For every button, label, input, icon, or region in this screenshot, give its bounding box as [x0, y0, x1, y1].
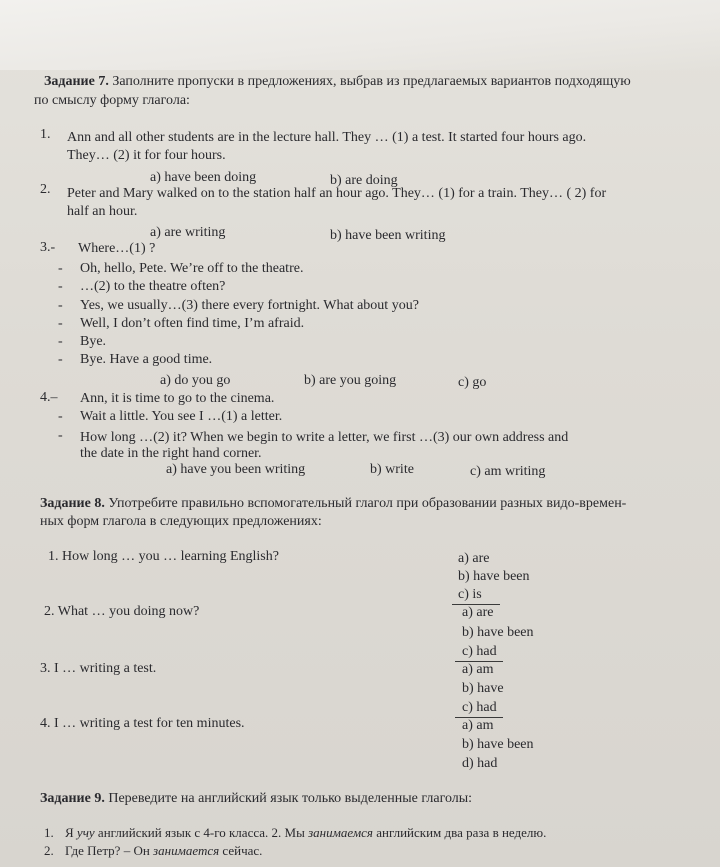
task8-question: 1. How long … you … learning English?	[48, 549, 279, 564]
task8-option-c: c) is	[458, 587, 482, 602]
task9-heading-line	[40, 791, 472, 807]
dialog-dash: -	[58, 316, 63, 331]
task8-instruction-cont: ных форм глагола в следующих предложениях:	[40, 514, 322, 529]
dialog-dash: -	[58, 352, 63, 367]
task9-line-number: 2.	[44, 843, 54, 858]
task8-option-a: a) am	[462, 662, 494, 677]
task7-heading-line	[44, 74, 631, 90]
paper-highlight	[0, 0, 720, 70]
task9-text: английским два раза в неделю.	[372, 825, 547, 840]
dialog-dash: -	[58, 261, 63, 276]
dialog-dash: -	[58, 409, 63, 424]
q4-option-c: c) am writing	[470, 464, 546, 479]
q3-dialog-line: Oh, hello, Pete. We’re off to the theatre.	[80, 261, 304, 276]
task8-option-b: b) have	[462, 681, 504, 696]
q1-option-a: a) have been doing	[150, 170, 257, 185]
task9-text: сейчас.	[219, 843, 263, 858]
task9-line-number: 1.	[44, 825, 54, 840]
task8-question: 4. I … writing a test for ten minutes.	[40, 716, 245, 731]
task9-highlighted-verb: занимается	[153, 843, 220, 858]
dialog-dash: -	[58, 298, 63, 313]
q4-text: Ann, it is time to go to the cinema.	[80, 391, 275, 406]
task9-text: английский язык с 4-го класса. 2. Мы	[94, 825, 309, 840]
q4-number: 4.–	[40, 390, 58, 405]
task9-line-2	[44, 843, 262, 859]
task7-heading: Задание 7.	[44, 74, 109, 89]
q4-dialog-line: How long …(2) it? When we begin to write a letter, we first …(3) our own address and	[80, 430, 569, 445]
task8-option-c: c) had	[462, 700, 497, 715]
q2-text-cont: half an hour.	[67, 204, 138, 219]
task8-option-a: a) am	[462, 718, 494, 733]
task8-heading: Задание 8.	[40, 496, 105, 511]
task8-option-c: c) had	[462, 644, 497, 659]
q3-number: 3.-	[40, 240, 56, 255]
q3-dialog-line: …(2) to the theatre often?	[80, 279, 226, 294]
task9-text: Я	[65, 825, 77, 840]
q4-dialog-cont: the date in the right hand corner.	[80, 446, 262, 461]
q3-dialog-line: Bye.	[80, 334, 107, 349]
q1-text-cont: They… (2) it for four hours.	[67, 148, 226, 163]
q3-dialog-line: Well, I don’t often find time, I’m afraid.	[80, 316, 305, 331]
dialog-dash: -	[58, 334, 63, 349]
q1-number: 1.	[40, 127, 51, 142]
q2-option-a: a) are writing	[150, 225, 226, 240]
q2-number: 2.	[40, 182, 51, 197]
task9-highlighted-verb: занимаемся	[308, 825, 373, 840]
q3-option-b: b) are you going	[304, 373, 397, 388]
q3-dialog-line: Yes, we usually…(3) there every fortnight. What about you?	[80, 298, 419, 313]
task7-instruction: Заполните пропуски в предложениях, выбрав из предлагаемых вариантов подходящую	[112, 74, 631, 89]
task9-instruction: Переведите на английский язык только выделенные глаголы:	[108, 791, 473, 806]
task9-text: Где Петр? – Он	[65, 843, 154, 858]
q1-text: Ann and all other students are in the lecture hall. They … (1) a test. It started four hours ago.	[67, 130, 587, 145]
q4-dialog-line: Wait a little. You see I …(1) a letter.	[80, 409, 283, 424]
q3-option-a: a) do you go	[160, 373, 231, 388]
task9-line-1	[44, 825, 546, 841]
task8-question: 3. I … writing a test.	[40, 661, 157, 676]
q4-option-b: b) write	[370, 462, 414, 477]
task8-option-a: a) are	[462, 605, 494, 620]
task8-option-c: d) had	[462, 756, 498, 771]
task8-heading-line	[40, 496, 626, 512]
task8-option-b: b) have been	[462, 625, 534, 640]
task8-option-b: b) have been	[458, 569, 530, 584]
dialog-dash: -	[58, 428, 63, 443]
q2-text: Peter and Mary walked on to the station half an hour ago. They… (1) for a train. They… ( 2) for	[67, 186, 607, 201]
task8-instruction: Употребите правильно вспомогательный глагол при образовании разных видо-времен-	[108, 496, 627, 511]
task8-option-a: a) are	[458, 551, 490, 566]
q3-option-c: c) go	[458, 375, 487, 390]
q1-option-b: b) are doing	[330, 173, 398, 188]
task7-instruction-cont: по смыслу форму глагола:	[34, 93, 190, 108]
q2-option-b: b) have been writing	[330, 228, 446, 243]
task8-question: 2. What … you doing now?	[44, 604, 200, 619]
task8-option-b: b) have been	[462, 737, 534, 752]
q4-option-a: a) have you been writing	[166, 462, 306, 477]
task9-heading: Задание 9.	[40, 791, 105, 806]
dialog-dash: -	[58, 279, 63, 294]
q3-text: Where…(1) ?	[78, 241, 156, 256]
task9-highlighted-verb: учу	[76, 825, 95, 840]
q3-dialog-line: Bye. Have a good time.	[80, 352, 213, 367]
